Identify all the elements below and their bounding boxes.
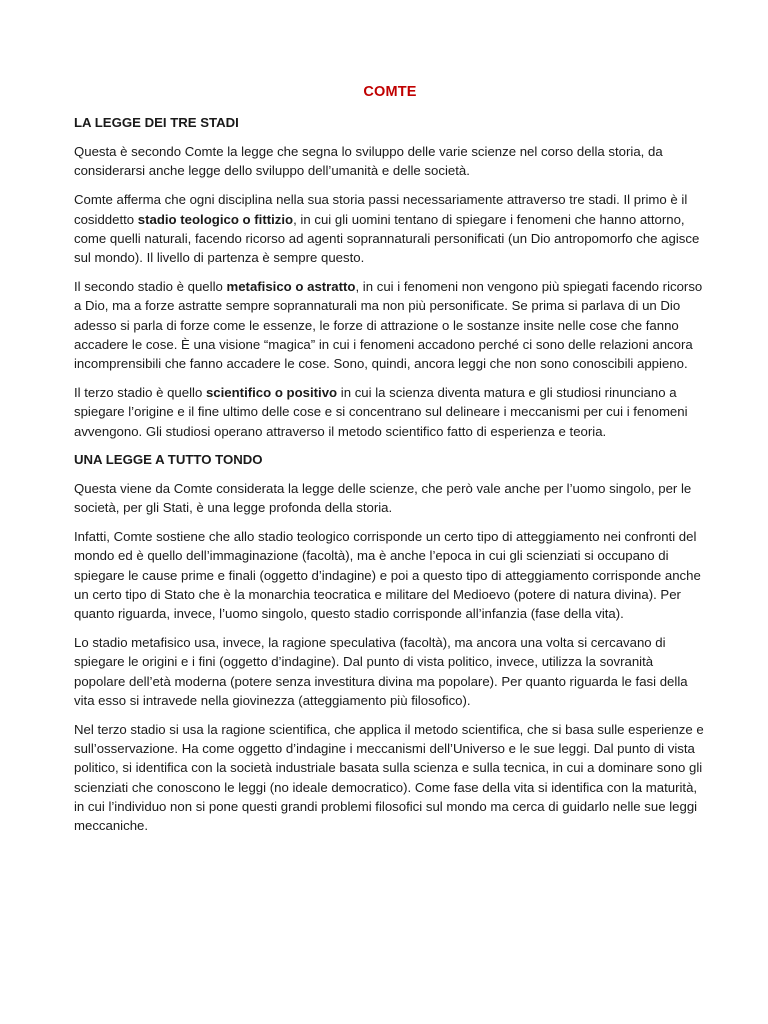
- paragraph: [74, 479, 706, 517]
- section-heading-tutto-tondo: UNA LEGGE A TUTTO TONDO: [74, 451, 263, 467]
- paragraph-text: Comte afferma che ogni disciplina nella sua storia passi necessariamente attraverso tre stadi. Il primo è il cosiddetto: [74, 192, 688, 227]
- paragraph: [74, 527, 706, 623]
- bold-term: metafisico o astratto: [226, 279, 356, 295]
- paragraph-text: Questa è secondo Comte la legge che segna lo sviluppo delle varie scienze nel corso della storia, da considerarsi anche legge dello sviluppo dell’umanità e delle società.: [74, 144, 663, 179]
- bold-term: scientifico o positivo: [205, 385, 338, 401]
- paragraph-text: Il terzo stadio è quello: [74, 385, 206, 401]
- paragraph: [74, 277, 706, 373]
- paragraph: [74, 142, 706, 180]
- bold-term: stadio teologico o fittizio: [137, 211, 294, 227]
- paragraph-text: Questa viene da Comte considerata la legge delle scienze, che però vale anche per l’uomo singolo, per le società, per gli Stati, è una legge profonda della storia.: [74, 480, 692, 516]
- paragraph-text: in cui la scienza diventa matura e gli studiosi rinunciano a spiegare l’origine e il fine ultimo delle cose e si concentrano sul delineare i meccanismi per cui i fenomeni avvengono. Gli studiosi operano attraverso il metodo scientifico fatto di esperienza e teoria.: [74, 385, 688, 439]
- paragraph-text: Nel terzo stadio si usa la ragione scientifica, che applica il metodo scientifica, che si basa sulle esperienze e sull’osservazione. Ha come oggetto d’indagine i meccanismi dell’Universo e le sue leggi. Dal punto di vista politico, si identifica con la società industriale basata sulla scienza e sulla tecnica, in cui a dominare sono gli scienziati che conoscono le leggi (no ideale democratico). Come fase della vita si identifica con la maturità, in cui l’individuo non si pone questi grandi problemi filosofici sul mondo ma cerca di guidarlo nelle sue leggi meccaniche.: [74, 722, 704, 834]
- paragraph-text: Infatti, Comte sostiene che allo stadio teologico corrisponde un certo tipo di atteggiamento nei confronti del mondo ed è quello dell’immaginazione (facoltà), ma è anche l’epoca in cui gli scienziati si occupano di spiegare le cause prime e finali (oggetto d’indagine) e poi a questo tipo di atteggiamento corrisponde anche un certo tipo di Stato che è la monarchia teocratica e militare del Medioevo (potere di natura divina). Per quanto riguarda, invece, l’uomo singolo, questo stadio corrisponde all’infanzia (fase della vita).: [74, 529, 701, 622]
- paragraph-text: , in cui i fenomeni non vengono più spiegati facendo ricorso a Dio, ma a forze astratte sempre soprannaturali ma non più personificate. Se prima si parlava di un Dio adesso si parla di forze come le essenze, le forze di attrazione o le sostanze insite nelle cose che fanno accadere le cose. È una visione “magica” in cui i fenomeni accadono perché ci sono delle relazioni ancora incomprensibili che fanno accadere le cose. Sono, quindi, ancora leggi che non sono conoscibili appieno.: [74, 279, 703, 372]
- paragraph-text: , in cui gli uomini tentano di spiegare i fenomeni che hanno attorno, come quelli naturali, facendo ricorso ad agenti soprannaturali personificati (un Dio antropomorfo che agisce sul mondo). Il livello di partenza è sempre questo.: [74, 211, 700, 266]
- paragraph-text: Il secondo stadio è quello: [74, 279, 227, 295]
- section-heading-tre-stadi: LA LEGGE DEI TRE STADI: [74, 115, 239, 130]
- paragraph: [74, 190, 706, 267]
- paragraph-text: Lo stadio metafisico usa, invece, la ragione speculativa (facoltà), ma ancora una volta si cercavano di spiegare le origini e i fini (oggetto d’indagine). Dal punto di vista politico, invece, utilizza la sovranità popolare dell’età moderna (potere senza investitura divina ma popolare). Per quanto riguarda le fasi della vita esso si intravede nella giovinezza (atteggiamento più filosofico).: [74, 635, 688, 708]
- document-page: [74, 84, 706, 845]
- paragraph: [74, 720, 706, 835]
- document-title: COMTE: [363, 84, 417, 100]
- paragraph: [74, 633, 706, 710]
- paragraph: [74, 383, 706, 441]
